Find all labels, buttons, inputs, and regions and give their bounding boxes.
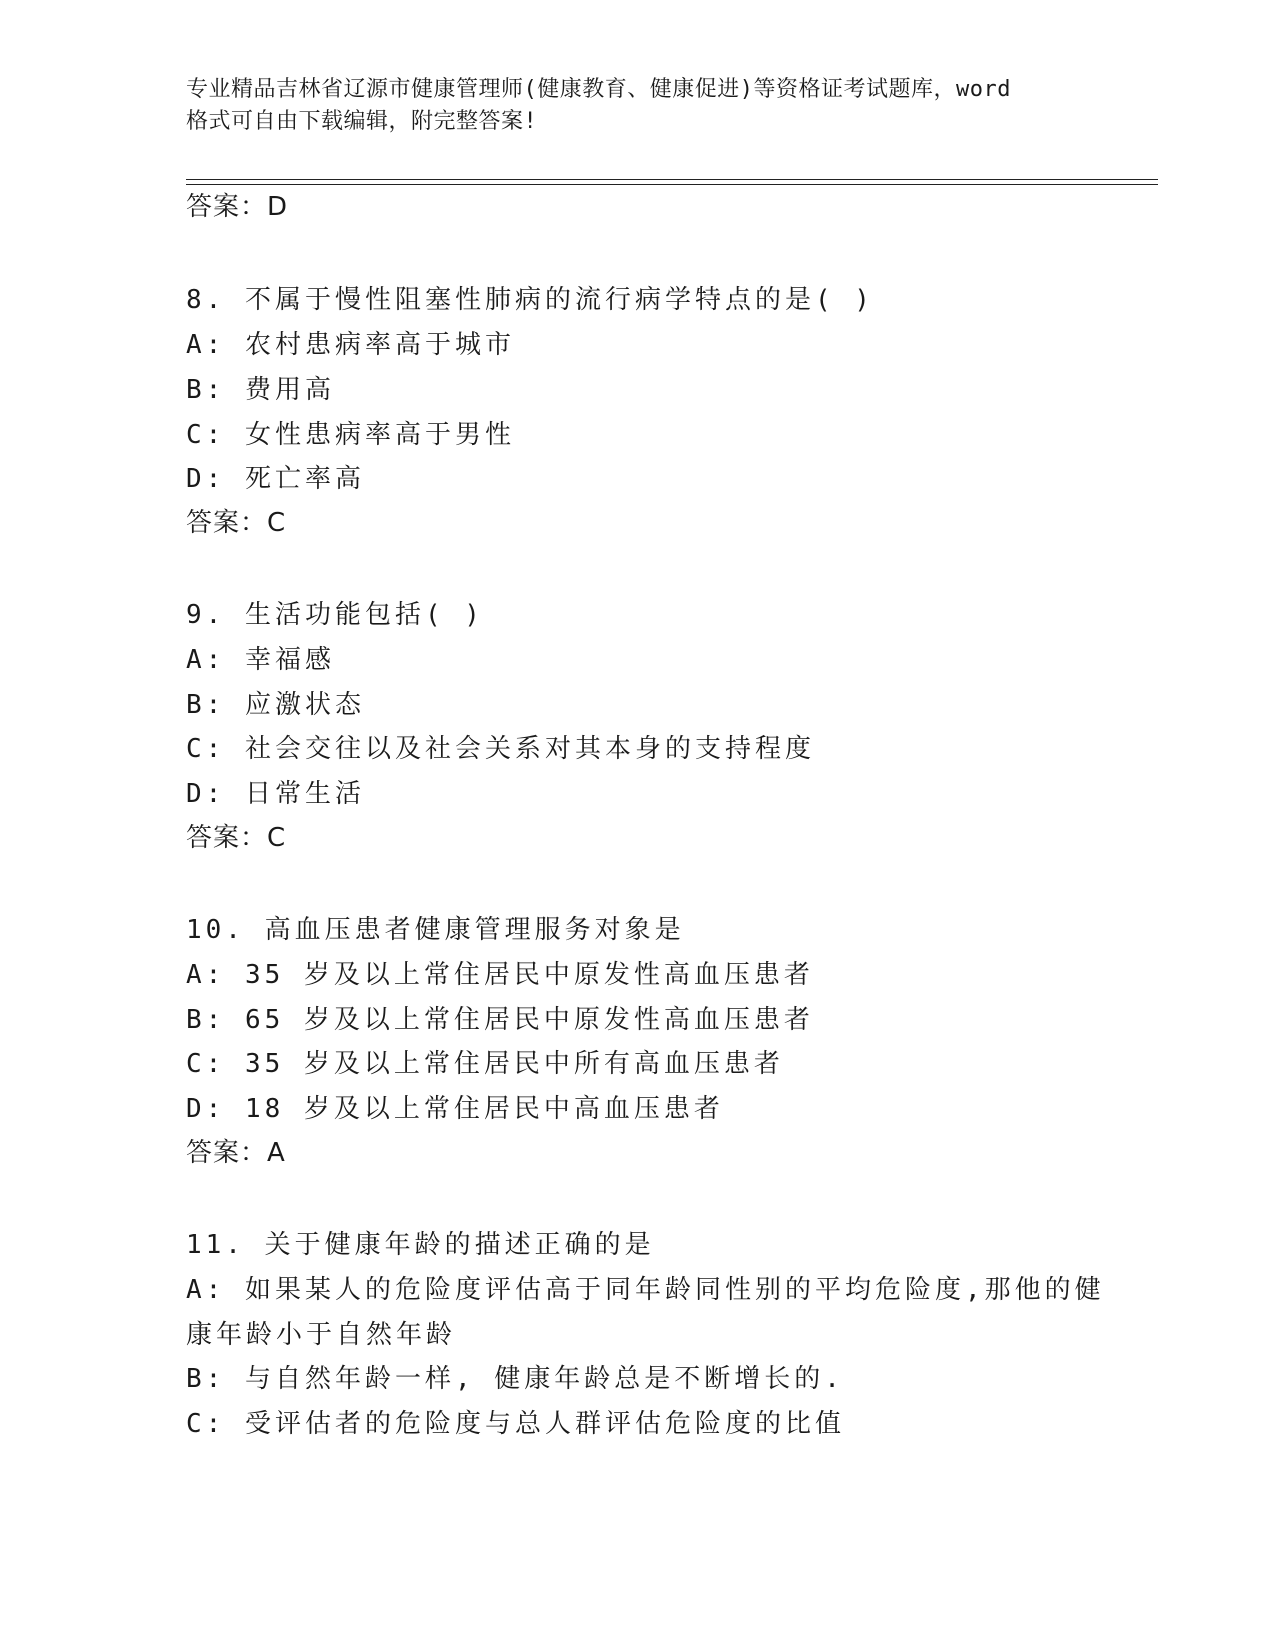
- option-a: A: 35 岁及以上常住居民中原发性高血压患者: [186, 960, 814, 990]
- header-divider-bottom: [186, 184, 1158, 185]
- option-d: D: 死亡率高: [186, 464, 365, 494]
- option-a: A: 如果某人的危险度评估高于同年龄同性别的平均危险度,那他的健: [186, 1275, 1105, 1305]
- question-stem: 9. 生活功能包括( ): [186, 600, 484, 630]
- option-a: A: 幸福感: [186, 645, 335, 675]
- answer: 答案：C: [186, 823, 287, 853]
- answer: 答案：A: [186, 1138, 286, 1168]
- option-c: C: 35 岁及以上常住居民中所有高血压患者: [186, 1049, 784, 1079]
- option-c: C: 受评估者的危险度与总人群评估危险度的比值: [186, 1409, 845, 1439]
- option-b: B: 费用高: [186, 375, 335, 405]
- document-header: [186, 74, 1086, 138]
- option-c: C: 女性患病率高于男性: [186, 420, 515, 450]
- question-stem: 10. 高血压患者健康管理服务对象是: [186, 915, 685, 945]
- header-line-2: 格式可自由下载编辑，附完整答案!: [186, 109, 538, 134]
- question-stem: 8. 不属于慢性阻塞性肺病的流行病学特点的是( ): [186, 285, 874, 315]
- previous-answer: 答案：D: [186, 192, 289, 222]
- option-d: D: 18 岁及以上常住居民中高血压患者: [186, 1094, 724, 1124]
- option-b: B: 与自然年龄一样, 健康年龄总是不断增长的.: [186, 1364, 844, 1394]
- option-d: D: 日常生活: [186, 779, 365, 809]
- header-divider-top: [186, 179, 1158, 180]
- option-a-continued: 康年龄小于自然年龄: [186, 1320, 457, 1350]
- option-c: C: 社会交往以及社会关系对其本身的支持程度: [186, 734, 815, 764]
- option-a: A: 农村患病率高于城市: [186, 330, 515, 360]
- answer: 答案：C: [186, 508, 287, 538]
- option-b: B: 65 岁及以上常住居民中原发性高血压患者: [186, 1005, 814, 1035]
- question-stem: 11. 关于健康年龄的描述正确的是: [186, 1230, 655, 1260]
- header-line-1: 专业精品吉林省辽源市健康管理师(健康教育、健康促进)等资格证考试题库，word: [186, 77, 1011, 102]
- option-b: B: 应激状态: [186, 690, 365, 720]
